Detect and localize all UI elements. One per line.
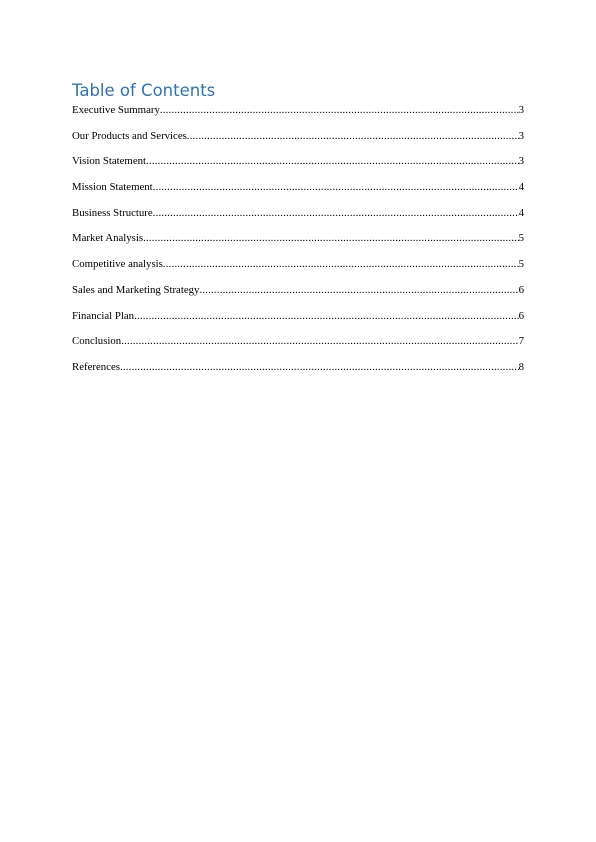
toc-entry-business-structure[interactable]	[72, 206, 524, 232]
toc-dot-leader	[187, 129, 519, 144]
toc-entry-financial-plan[interactable]	[72, 309, 524, 335]
toc-entry-label: Competitive analysis	[72, 258, 163, 271]
toc-entry-label: Executive Summary	[72, 104, 160, 116]
toc-page-number: 3	[518, 155, 524, 168]
toc-dot-leader	[121, 334, 518, 349]
toc-entry-conclusion[interactable]	[72, 334, 524, 360]
toc-dot-leader	[153, 206, 519, 221]
toc-page-number: 5	[518, 258, 524, 271]
toc-entry-vision-statement[interactable]	[72, 154, 524, 180]
toc-page-number: 4	[518, 181, 524, 194]
toc-dot-leader	[134, 309, 519, 324]
toc-page-number: 3	[518, 104, 524, 116]
toc-entry-label: Vision Statement	[72, 155, 147, 168]
toc-entry-label: Financial Plan	[72, 309, 135, 322]
toc-page-number: 6	[518, 309, 524, 322]
toc-entry-mission-statement[interactable]	[72, 180, 524, 206]
toc-entry-competitive-analysis[interactable]	[72, 257, 524, 283]
toc-entry-label: References	[72, 360, 120, 373]
toc-dot-leader	[120, 360, 519, 375]
toc-entry-products-services[interactable]	[72, 129, 524, 155]
toc-list	[72, 103, 524, 386]
toc-page-number: 6	[518, 283, 524, 296]
toc-entry-references[interactable]	[72, 360, 524, 386]
toc-heading: Table of Contents	[72, 81, 216, 100]
toc-entry-label: Our Products and Services	[72, 129, 187, 142]
toc-page-number: 8	[518, 360, 524, 373]
toc-page-number: 3	[518, 129, 524, 142]
toc-dot-leader	[199, 283, 518, 298]
toc-entry-sales-marketing-strategy[interactable]	[72, 283, 524, 309]
toc-dot-leader	[153, 180, 519, 195]
toc-page-number: 7	[518, 335, 524, 348]
toc-entry-executive-summary[interactable]	[72, 103, 524, 129]
toc-page-number: 5	[518, 232, 524, 245]
toc-entry-label: Market Analysis	[72, 232, 144, 245]
toc-entry-label: Business Structure	[72, 206, 153, 219]
toc-dot-leader	[163, 257, 519, 272]
toc-entry-label: Conclusion	[72, 335, 122, 348]
toc-entry-market-analysis[interactable]	[72, 231, 524, 257]
toc-dot-leader	[160, 103, 519, 118]
toc-entry-label: Mission Statement	[72, 181, 153, 194]
toc-dot-leader	[146, 154, 519, 169]
toc-entry-label: Sales and Marketing Strategy	[72, 283, 200, 296]
toc-page-number: 4	[518, 206, 524, 219]
toc-dot-leader	[143, 231, 519, 246]
